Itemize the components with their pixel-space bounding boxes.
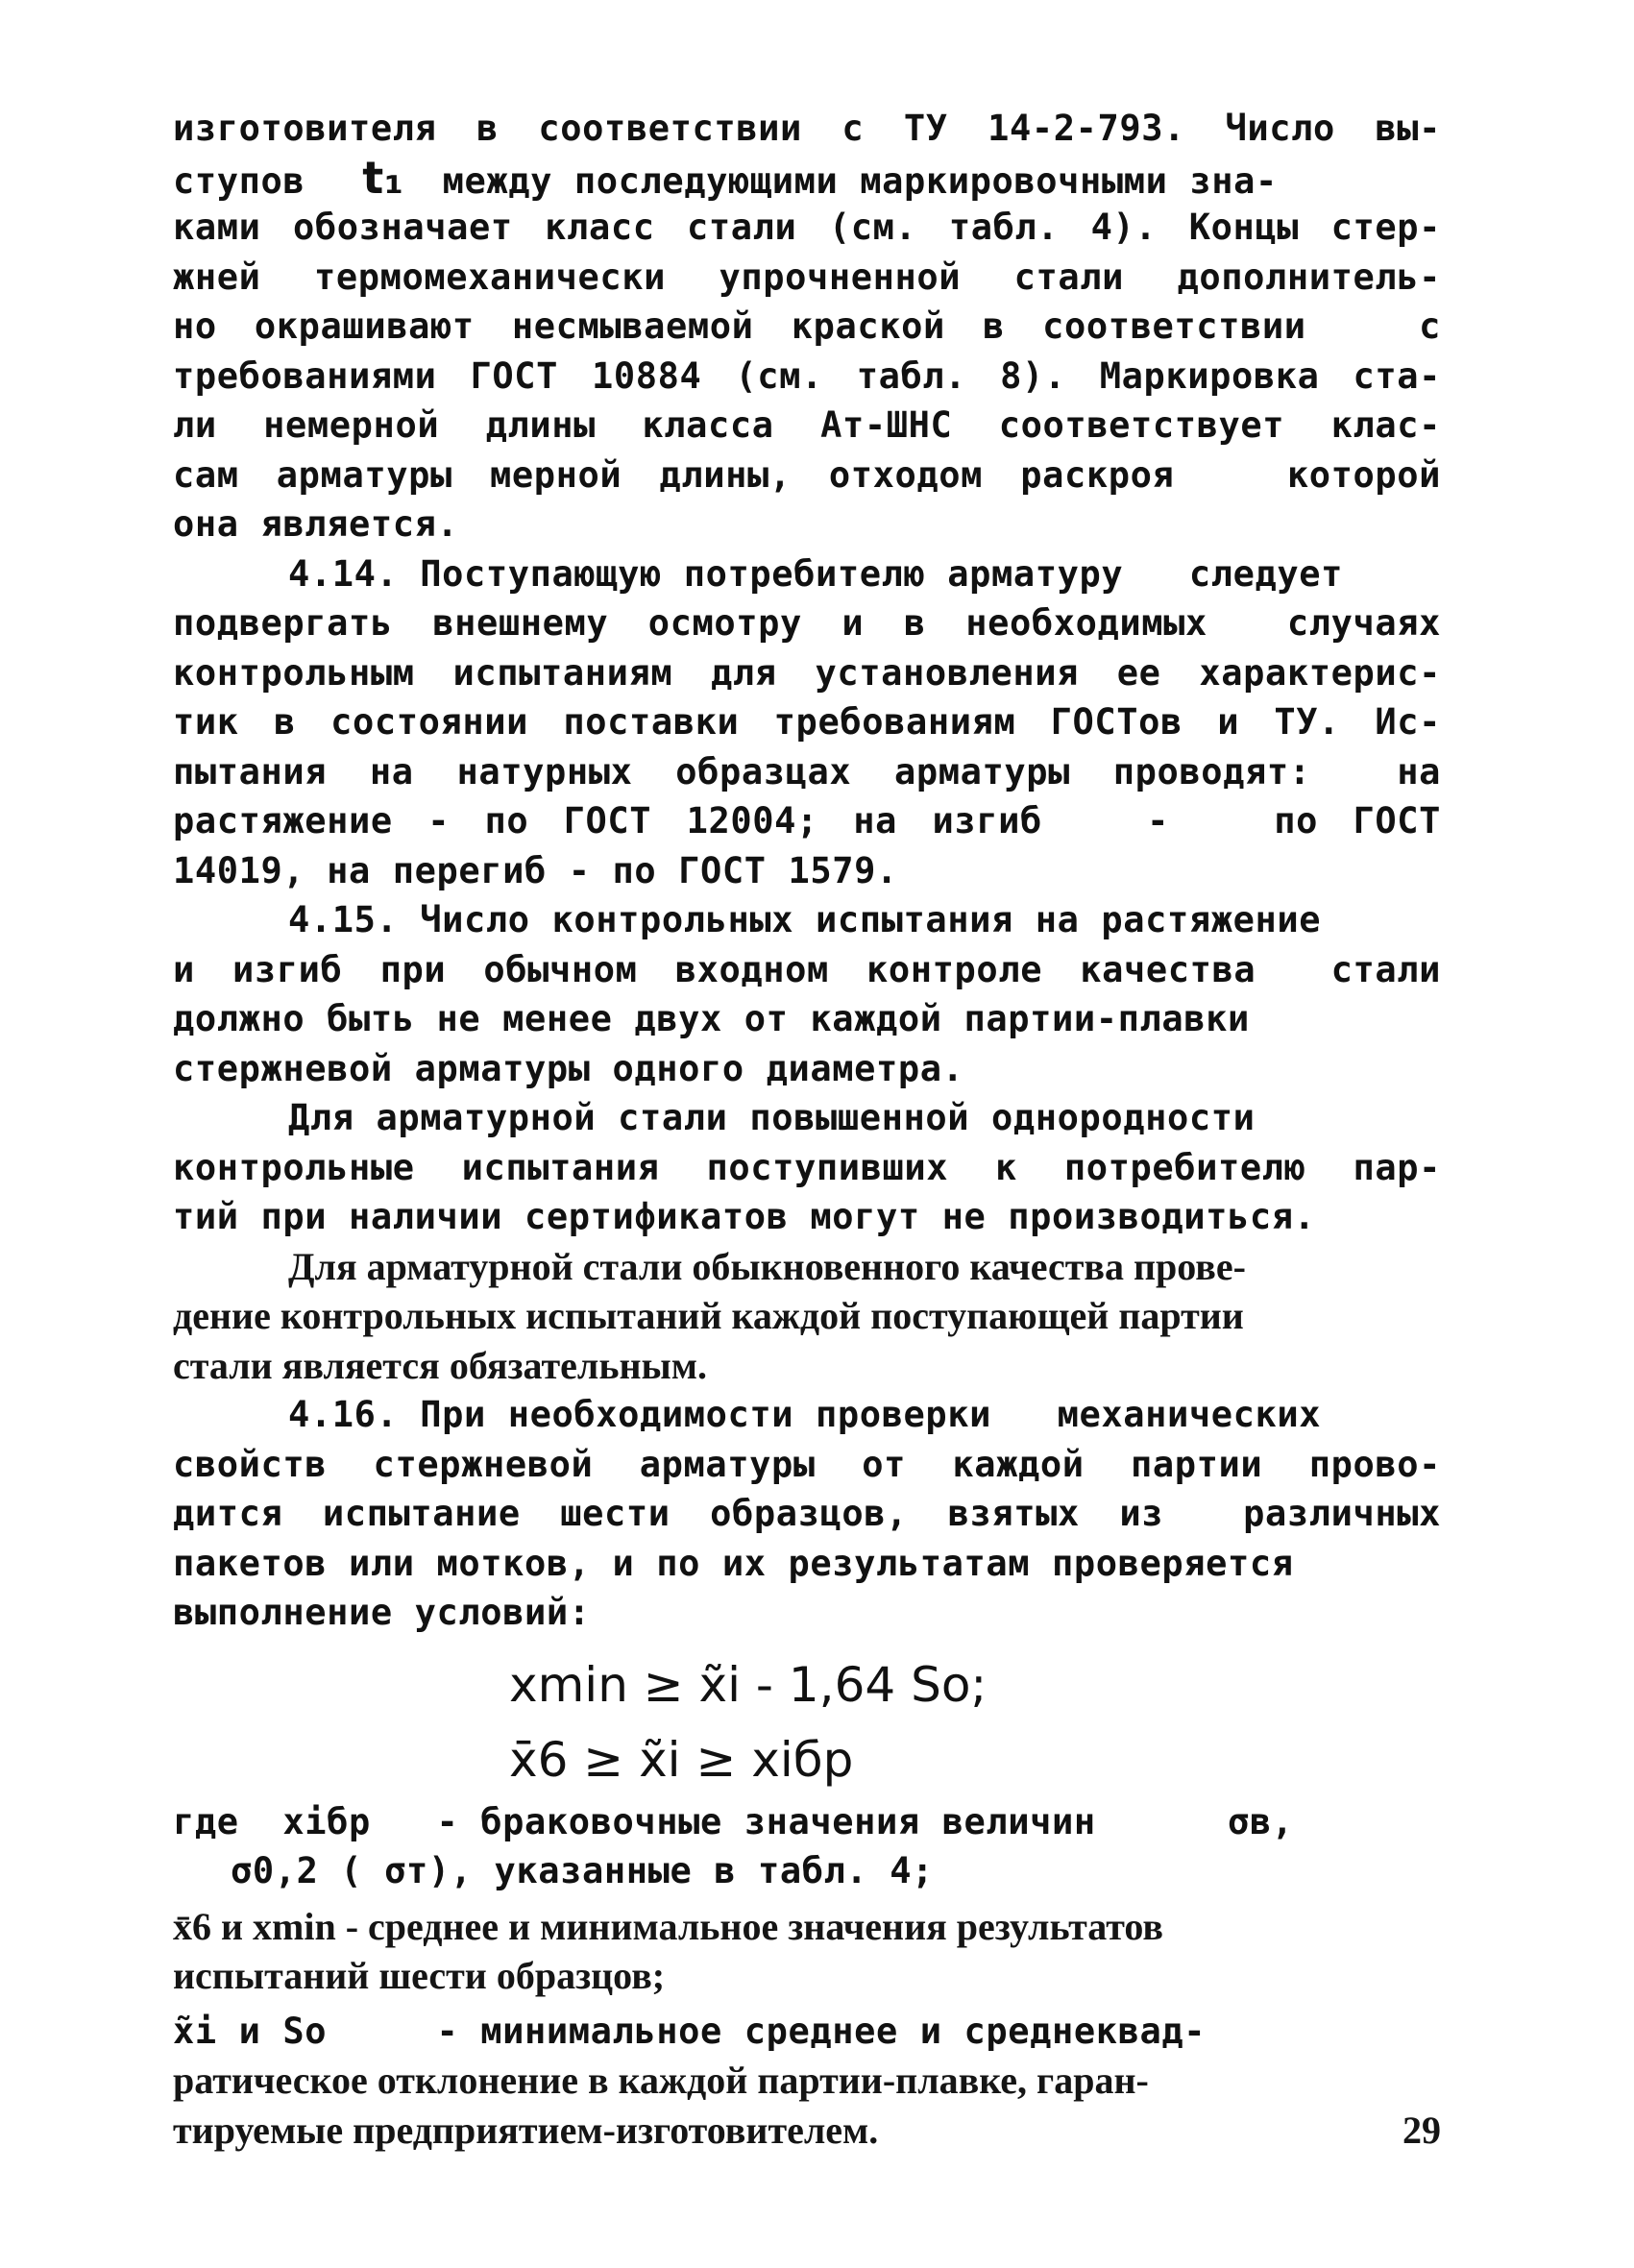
text-line: контрольные испытания поступивших к потребителю пар- (173, 1146, 1441, 1188)
text-line-steps (173, 151, 1441, 204)
text-line: стержневой арматуры одного диаметра. (173, 1047, 964, 1089)
text-line: изготовителя в соответствии с ТУ 14-2-793. Число вы- (173, 108, 1441, 149)
text-column (173, 104, 1441, 2155)
formula-1: xmin ≥ x̃i - 1,64 So; (509, 1656, 988, 1713)
text-line: 14019, на перегиб - по ГОСТ 1579. (173, 849, 898, 891)
text-line: свойств стержневой арматуры от каждой партии прово- (173, 1443, 1441, 1485)
text-line: пытания на натурных образцах арматуры проводят: на (173, 750, 1441, 793)
text-line: подвергать внешнему осмотру и в необходимых случаях (173, 602, 1441, 644)
symbol-t1: t₁ (362, 151, 404, 204)
text-line: но окрашивают несмываемой краской в соответствии с (173, 305, 1441, 347)
paragraph-4-16-line: 4.16. При необходимости проверки механических (288, 1394, 1322, 1435)
where-line: где xiбр - браковочные значения величин σв, (173, 1800, 1294, 1842)
paragraph-4-15-line: 4.15. Число контрольных испытания на растяжение (288, 899, 1322, 940)
text-line: требованиями ГОСТ 10884 (см. табл. 8). Маркировка ста- (173, 354, 1441, 397)
text-line: тий при наличии сертификатов могут не производиться. (173, 1196, 1316, 1237)
text-line: и изгиб при обычном входном контроле качества стали (173, 948, 1441, 990)
text-line: тик в состоянии поставки требованиям ГОСТов и ТУ. Ис- (173, 701, 1441, 743)
text-line: дение контрольных испытаний каждой поступающей партии (173, 1294, 1244, 1337)
text-line: дится испытание шести образцов, взятых из различных (173, 1493, 1441, 1534)
formula-2: x̄6 ≥ x̃i ≥ xiбр (509, 1731, 854, 1788)
text-fragment: тируемые предприятием-изготовителем. (173, 2108, 879, 2152)
page-number: 29 (1402, 2108, 1441, 2152)
text-line: растяжение - по ГОСТ 12004; на изгиб - по ГОСТ (173, 800, 1441, 841)
where-line: ратическое отклонение в каждой партии-плавке, гаран- (173, 2059, 1149, 2102)
text-line: сам арматуры мерной длины, отходом раскроя которой (173, 453, 1441, 496)
where-line: испытаний шести образцов; (173, 1954, 666, 1997)
text-line: она является. (173, 503, 459, 545)
where-line: x̃i и So - минимальное среднее и среднеквад- (173, 2010, 1207, 2052)
text-line: жней термомеханически упрочненной стали дополнитель- (173, 256, 1441, 298)
text-fragment: ступов (173, 159, 305, 202)
text-line: Для арматурной стали повышенной однородности (288, 1097, 1256, 1138)
text-line: ками обозначает класс стали (см. табл. 4). Концы стер- (173, 207, 1441, 248)
text-line: должно быть не менее двух от каждой партии-плавки (173, 998, 1250, 1039)
text-line: пакетов или мотков, и по их результатам проверяется (173, 1542, 1294, 1584)
text-line: ли немерной длины класса Ат-ШНС соответствует клас- (173, 404, 1441, 446)
text-fragment: между последующими маркировочными зна- (442, 159, 1278, 202)
where-line: x̄6 и xmin - среднее и минимальное значения результатов (173, 1904, 1163, 1948)
text-line: выполнение условий: (173, 1592, 591, 1633)
text-line: Для арматурной стали обыкновенного качества прове- (288, 1244, 1246, 1288)
text-line: стали является обязательным. (173, 1343, 708, 1387)
paragraph-4-14-line: 4.14. Поступающую потребителю арматуру следует (288, 552, 1344, 595)
where-line: σ0,2 ( σт), указанные в табл. 4; (231, 1850, 935, 1891)
text-line: контрольным испытаниям для установления ее характерис- (173, 651, 1441, 694)
where-line-last (173, 2106, 1441, 2156)
